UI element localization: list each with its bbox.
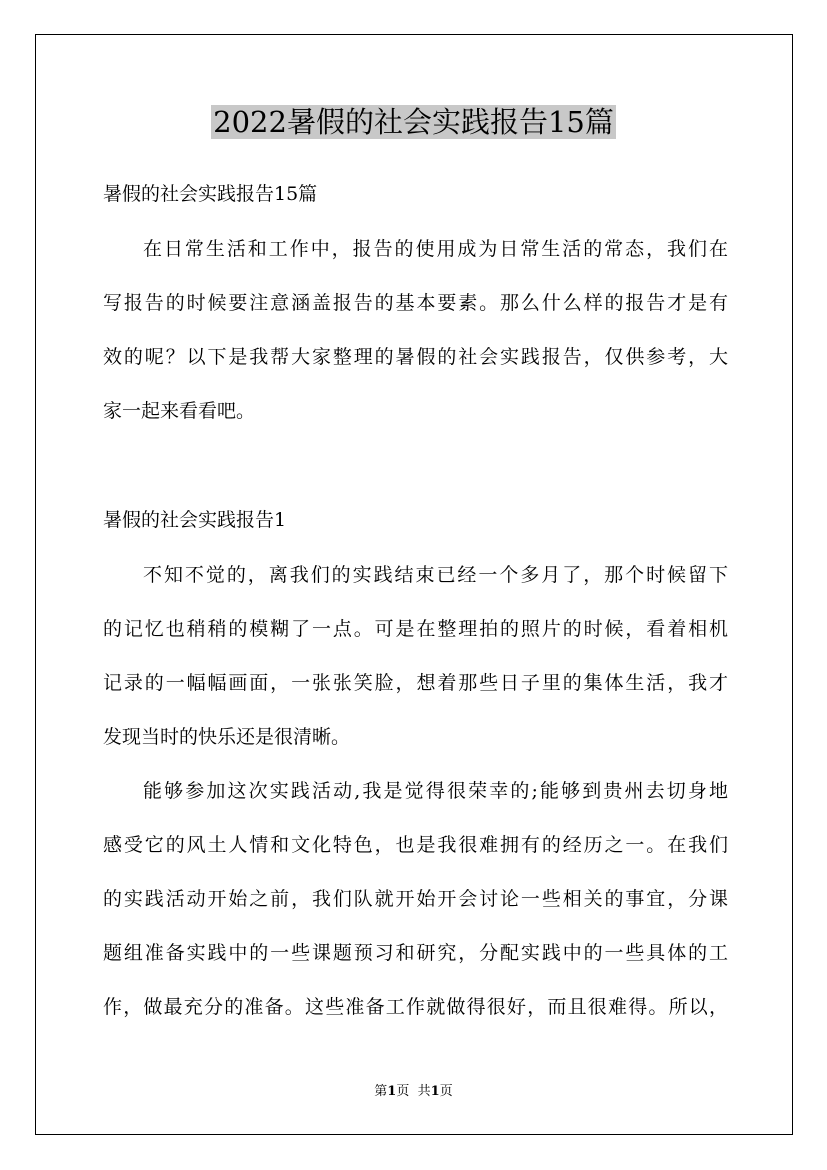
paragraph1-line-4: 发现当时的快乐还是很清晰。 bbox=[103, 726, 351, 748]
intro-line-4: 家一起来看看吧。 bbox=[103, 400, 256, 422]
paragraph1-line-1: 不知不觉的，离我们的实践结束已经一个多月了，那个时候留下 bbox=[143, 564, 728, 586]
paragraph2-line-2: 感受它的风土人情和文化特色，也是我很难拥有的经历之一。在我们 bbox=[103, 834, 728, 856]
footer-page-number: 1 bbox=[387, 1084, 397, 1099]
intro-line-2: 写报告的时候要注意涵盖报告的基本要素。那么什么样的报告才是有 bbox=[103, 292, 728, 314]
paragraph2-line-1: 能够参加这次实践活动,我是觉得很荣幸的;能够到贵州去切身地 bbox=[143, 780, 728, 802]
paragraph1-line-2: 的记忆也稍稍的模糊了一点。可是在整理拍的照片的时候，看着相机 bbox=[103, 618, 728, 640]
intro-line-1: 在日常生活和工作中，报告的使用成为日常生活的常态，我们在 bbox=[143, 238, 728, 260]
section-heading: 暑假的社会实践报告1 bbox=[103, 509, 287, 531]
document-title bbox=[0, 100, 827, 144]
footer-page-suffix: 页 bbox=[396, 1084, 410, 1099]
page-footer bbox=[0, 1083, 827, 1101]
paragraph2-line-4: 题组准备实践中的一些课题预习和研究，分配实践中的一些具体的工 bbox=[103, 942, 728, 964]
footer-page-prefix: 第 bbox=[374, 1084, 388, 1099]
paragraph1-line-3: 记录的一幅幅画面，一张张笑脸，想着那些日子里的集体生活，我才 bbox=[103, 672, 728, 694]
footer-total-suffix: 页 bbox=[439, 1084, 453, 1099]
paragraph2-line-3: 的实践活动开始之前，我们队就开始开会讨论一些相关的事宜，分课 bbox=[103, 888, 728, 910]
footer-total-prefix: 共 bbox=[417, 1084, 431, 1099]
document-subtitle: 暑假的社会实践报告15篇 bbox=[103, 183, 318, 205]
document-title-text: 2022暑假的社会实践报告15篇 bbox=[213, 105, 614, 139]
paragraph2-line-5: 作，做最充分的准备。这些准备工作就做得很好，而且很难得。所以， bbox=[103, 996, 728, 1018]
footer-total-number: 1 bbox=[430, 1084, 440, 1099]
intro-line-3: 效的呢？以下是我帮大家整理的暑假的社会实践报告，仅供参考，大 bbox=[103, 346, 728, 368]
